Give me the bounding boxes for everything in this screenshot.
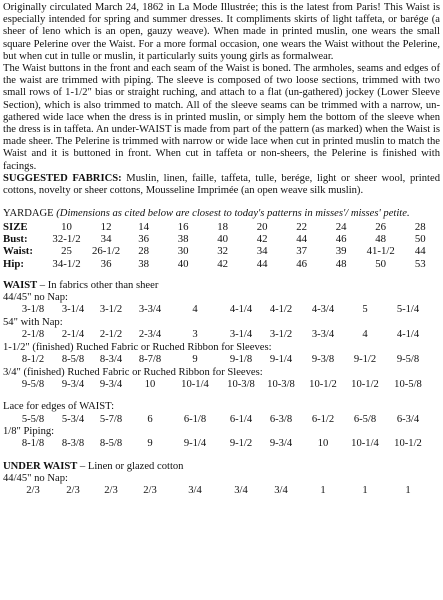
size-table-cell: 32-1/2 [52, 232, 81, 245]
yardage-value: 2-1/8 [21, 329, 45, 341]
yardage-values-row [3, 414, 440, 427]
size-table-cell: 28 [138, 245, 150, 258]
yardage-value: 9-3/4 [99, 378, 123, 390]
yardage-value: 6-1/4 [229, 413, 253, 425]
yardage-values-row [3, 379, 440, 392]
size-table-cell: 25 [61, 245, 72, 258]
size-table-cell: 48 [375, 232, 387, 245]
size-table-cell: 20 [256, 220, 268, 233]
yardage-value: 3-3/4 [138, 304, 162, 316]
yardage-value: 2-1/2 [99, 329, 123, 341]
yardage-value: 9 [192, 354, 198, 366]
size-table-cell: 44 [256, 257, 268, 270]
yardage-value: 6-5/8 [353, 413, 377, 425]
yardage-value: 8-1/8 [21, 438, 45, 450]
size-table-cell: 41-1/2 [366, 245, 395, 258]
fabrics-label: SUGGESTED FABRICS: [3, 172, 122, 184]
under-waist-heading-rest: – Linen or glazed cotton [77, 461, 184, 472]
yardage-value: 5 [362, 304, 368, 316]
yardage-values-row [3, 329, 440, 342]
yardage-value: 9-1/8 [229, 354, 253, 366]
yardage-note: (Dimensions as cited below are closest to today's patterns in misses'/ misses' petite. [56, 208, 410, 220]
yardage-value: 9-1/4 [183, 438, 207, 450]
size-table-cell: 38 [138, 257, 150, 270]
yardage-value: 3/4 [274, 485, 288, 497]
yardage-value: 9-1/2 [229, 438, 253, 450]
yardage-value: 9-5/8 [396, 354, 420, 366]
yardage-value: 9-3/4 [61, 378, 85, 390]
yardage-line-label: Lace for edges of WAIST: [3, 401, 115, 413]
size-table-cell: 38 [177, 232, 189, 245]
yardage-value: 9 [147, 438, 153, 450]
size-table-cell: 18 [217, 220, 229, 233]
size-table-row-label: Hip: [3, 257, 24, 270]
yardage-value: 2/3 [26, 485, 40, 497]
yardage-value: 3-1/2 [99, 304, 123, 316]
size-table-cell: 26-1/2 [91, 245, 121, 258]
yardage-value: 3/4 [234, 485, 248, 497]
yardage-value: 6 [147, 413, 153, 425]
yardage-value: 8-3/4 [99, 354, 123, 366]
yardage-value: 4-1/4 [229, 304, 253, 316]
suggested-fabrics [3, 173, 440, 197]
yardage-line-label: 3/4" (finished) Ruched Fabric or Ruched Ribbon for Sleeves: [3, 366, 263, 378]
yardage-value: 10-3/8 [227, 378, 255, 390]
yardage-value: 8-5/8 [99, 438, 123, 450]
yardage-value: 2/3 [104, 485, 118, 497]
yardage-value: 10-1/2 [351, 378, 379, 390]
yardage-line-label: 54" with Nap: [3, 317, 63, 329]
size-table-row [3, 233, 440, 245]
size-table-row-label: Waist: [3, 245, 33, 258]
size-table-cell: 34 [100, 232, 112, 245]
size-table-cell: 30 [177, 245, 189, 258]
size-table-cell: 32 [217, 245, 229, 258]
yardage-value: 3 [192, 329, 198, 341]
yardage-value: 2/3 [143, 485, 157, 497]
yardage-value: 3-1/2 [269, 329, 293, 341]
yardage-value: 10-3/8 [267, 378, 295, 390]
yardage-value: 6-3/8 [269, 413, 293, 425]
yardage-value: 4 [362, 329, 368, 341]
yardage-value: 8-3/8 [61, 438, 85, 450]
yardage-value: 9-1/2 [353, 354, 377, 366]
under-waist-heading [3, 461, 440, 473]
size-table-cell: 44 [296, 232, 308, 245]
yardage-heading [3, 208, 440, 220]
yardage-value: 4-3/4 [311, 304, 335, 316]
yardage-value: 2/3 [66, 485, 80, 497]
size-table-cell: 22 [296, 220, 308, 233]
intro-paragraph: Originally circulated March 24, 1862 in La Mode Illustrée; this is the latest from Paris! This Waist is especially intended for spring and summer dresses. It compliments skirts of light taffeta, or barége (a sheer of leno which is an open, gauzy weave). When made in printed muslin, one wears the small square Pelerine over the Waist. For a more formal occasion, one wears the Waist without the Pelerine, but when cut in tulle or muslin, it particularly suits young girls as formalwear. [3, 2, 440, 62]
size-table-row [3, 245, 440, 257]
yardage-value: 5-3/4 [61, 413, 85, 425]
yardage-value: 9-3/4 [269, 438, 293, 450]
size-table [3, 220, 440, 270]
yardage-values-row [3, 304, 440, 317]
size-table-cell: 26 [375, 220, 387, 233]
yardage-value: 8-5/8 [61, 354, 85, 366]
size-table-cell: 53 [414, 257, 426, 270]
waist-heading-label: WAIST [3, 280, 38, 292]
under-waist-section [3, 461, 440, 498]
yardage-value: 1 [362, 485, 368, 497]
yardage-value: 8-1/2 [21, 354, 45, 366]
size-table-cell: 50 [375, 257, 387, 270]
yardage-value: 9-5/8 [21, 378, 45, 390]
yardage-value: 10-1/4 [351, 438, 379, 450]
size-table-cell: 46 [335, 232, 347, 245]
size-table-cell: 16 [177, 220, 189, 233]
yardage-value: 5-7/8 [99, 413, 123, 425]
size-table-cell: 12 [100, 220, 112, 233]
yardage-value: 4 [192, 304, 198, 316]
lace-yardage-lines [3, 401, 440, 451]
yardage-value: 1 [405, 485, 411, 497]
yardage-value: 5-1/4 [396, 304, 420, 316]
yardage-value: 3-3/4 [311, 329, 335, 341]
fabrics-text: Muslin, linen, faille, taffeta, tulle, berége, light or sheer wool, printed cottons, novelty or sheer cottons, Mousseline Imprimée (an open weave silk muslin). [3, 172, 440, 197]
size-table-cell: 10 [61, 220, 72, 233]
size-table-cell: 48 [335, 257, 347, 270]
size-table-cell: 50 [414, 232, 426, 245]
yardage-value: 10 [144, 378, 156, 390]
yardage-line-label: 1-1/2" (finished) Ruched Fabric or Ruched Ribbon for Sleeves: [3, 341, 272, 353]
yardage-value: 10-1/4 [181, 378, 209, 390]
yardage-values-row [3, 438, 440, 451]
waist-heading-rest: – In fabrics other than sheer [37, 280, 159, 292]
yardage-value: 2-1/4 [61, 329, 85, 341]
yardage-values-row [3, 485, 440, 498]
yardage-value: 10-5/8 [394, 378, 422, 390]
size-table-cell: 46 [296, 257, 308, 270]
size-table-cell: 24 [335, 220, 347, 233]
size-table-row [3, 258, 440, 270]
size-table-cell: 39 [335, 245, 347, 258]
size-table-cell: 36 [138, 232, 150, 245]
under-waist-yardage-lines [3, 473, 440, 498]
yardage-value: 6-1/2 [311, 413, 335, 425]
yardage-value: 3-1/8 [21, 304, 45, 316]
size-table-cell: 42 [256, 232, 268, 245]
yardage-value: 9-1/4 [269, 354, 293, 366]
size-table-row-label: Bust: [3, 232, 28, 245]
size-table-cell: 34-1/2 [52, 257, 81, 270]
yardage-value: 2-3/4 [138, 329, 162, 341]
waist-heading [3, 280, 440, 292]
yardage-value: 10-1/2 [394, 438, 422, 450]
size-table-cell: 40 [177, 257, 189, 270]
under-waist-heading-label: UNDER WAIST [3, 461, 78, 472]
size-table-cell: 34 [256, 245, 268, 258]
yardage-value: 6-3/4 [396, 413, 420, 425]
yardage-value: 9-3/8 [311, 354, 335, 366]
yardage-value: 5-5/8 [21, 413, 45, 425]
yardage-line-label: 1/8" Piping: [3, 426, 55, 438]
yardage-values-row [3, 354, 440, 367]
size-table-cell: 40 [217, 232, 229, 245]
yardage-value: 3-1/4 [61, 304, 85, 316]
size-table-cell: 28 [414, 220, 426, 233]
size-table-cell: 42 [217, 257, 229, 270]
description-paragraph: The Waist buttons in the front and each seam of the Waist is boned. The armholes, seams and edges of the waist are trimmed with piping. The sleeve is composed of two loose sections, trimmed with two small rows of 1-1/2" bias or straight ruching, and attach to a flat (un-gathered) jockey (Lower Sleeve Section), which is also trimmed to match. All of the sleeve seams can be trimmed with a narrow, un-gathered wide lace when the dress is in printed muslin, or simply hem the bottom of the sleeve when the dress is in taffeta. An under-WAIST is made from part of the pattern (as marked) when the Waist is made sheer. The Pelerine is trimmed with narrow or wide lace when cut in printed muslin to match the Waist and it is buttoned in front. When cut in taffeta or non-sheers, the Pelerine is finished with facings. [3, 63, 440, 172]
size-table-cell: 44 [414, 245, 426, 258]
yardage-value: 6-1/8 [183, 413, 207, 425]
yardage-value: 10 [317, 438, 329, 450]
size-table-cell: 36 [100, 257, 112, 270]
yardage-value: 3-1/4 [229, 329, 253, 341]
yardage-value: 8-7/8 [138, 354, 162, 366]
yardage-value: 3/4 [188, 485, 202, 497]
yardage-value: 4-1/2 [269, 304, 293, 316]
size-table-cell: 37 [296, 245, 308, 258]
yardage-label: YARDAGE [3, 208, 54, 220]
yardage-value: 1 [320, 485, 326, 497]
yardage-line-label: 44/45" no Nap: [3, 473, 68, 485]
size-table-row-label: SIZE [3, 220, 28, 233]
yardage-value: 4-1/4 [396, 329, 420, 341]
size-table-row [3, 220, 440, 232]
waist-yardage-lines [3, 292, 440, 391]
size-table-cell: 14 [138, 220, 150, 233]
yardage-line-label: 44/45" no Nap: [3, 292, 68, 304]
waist-section [3, 280, 440, 391]
yardage-value: 10-1/2 [309, 378, 337, 390]
